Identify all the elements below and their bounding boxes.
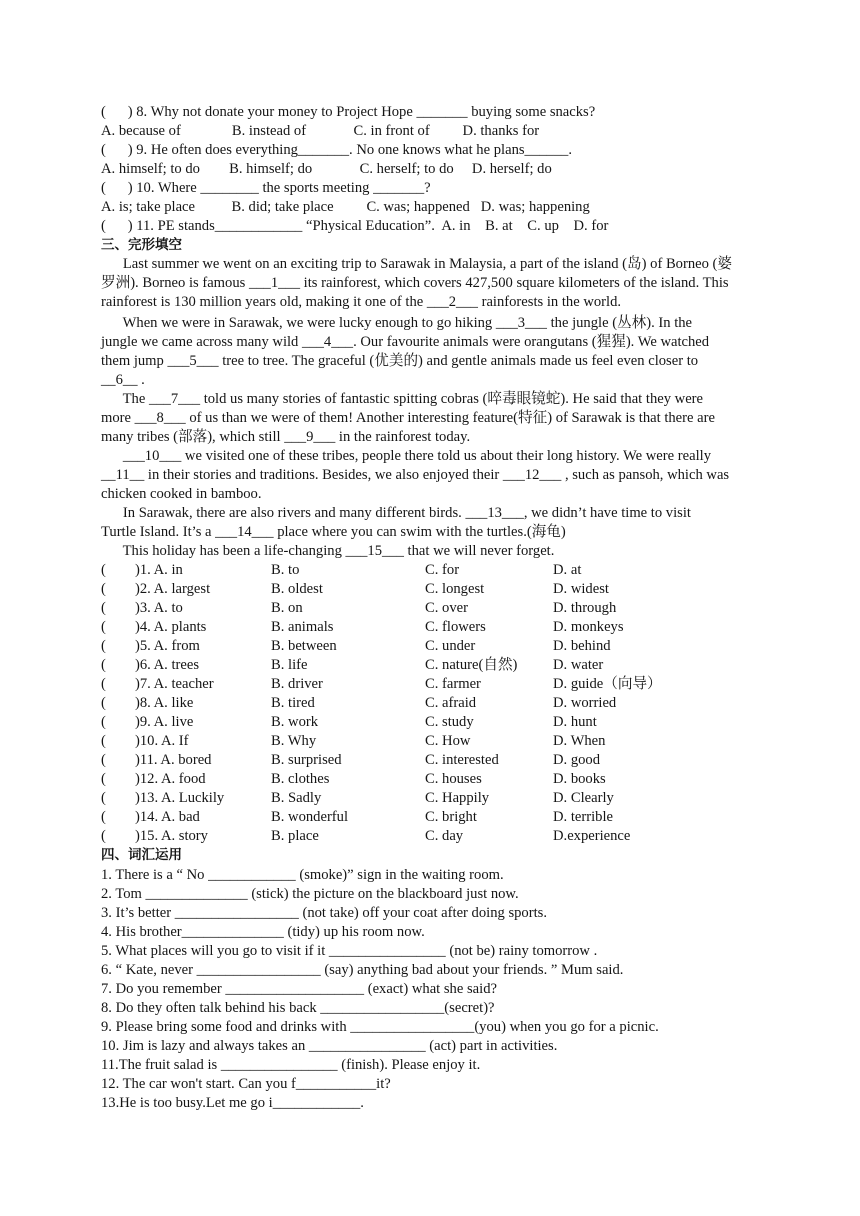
- cloze-line-5: jungle we came across many wild ___4___. Our favourite animals were orangutans (猩猩). We watched: [101, 334, 710, 350]
- option-d: D.experience: [553, 828, 631, 844]
- option-b: B. Sadly: [271, 790, 322, 806]
- option-row: [0, 770, 800, 789]
- option-row: [0, 675, 800, 694]
- option-a: )10. A. If: [135, 733, 189, 749]
- option-row: [0, 694, 800, 713]
- mc-question-8: ( ) 8. Why not donate your money to Project Hope _______ buying some snacks?: [101, 104, 596, 120]
- option-d: D. guide（向导）: [553, 676, 662, 692]
- cloze-line-2: 罗洲). Borneo is famous ___1___ its rainforest, which covers 427,500 square kilometers of the island. This: [101, 275, 729, 291]
- option-c: C. afraid: [425, 695, 477, 711]
- option-b: B. surprised: [271, 752, 342, 768]
- option-d: D. behind: [553, 638, 611, 654]
- option-a: )15. A. story: [135, 828, 208, 844]
- option-b: B. between: [271, 638, 337, 654]
- option-a: )2. A. largest: [135, 581, 211, 597]
- cloze-line-8: The ___7___ told us many stories of fantastic spitting cobras (啐毒眼镜蛇). He said that they were: [101, 391, 704, 407]
- option-c: C. study: [425, 714, 474, 730]
- mc-options-9: A. himself; to do B. himself; do C. herself; to do D. herself; do: [101, 161, 552, 177]
- answer-paren: (: [101, 771, 106, 787]
- option-a: )11. A. bored: [135, 752, 212, 768]
- cloze-line-9: more ___8___ of us than we were of them! Another interesting feature(特征) of Sarawak is that there are: [101, 410, 715, 426]
- option-b: B. on: [271, 600, 303, 616]
- answer-paren: (: [101, 752, 106, 768]
- option-row: [0, 656, 800, 675]
- cloze-line-16: This holiday has been a life-changing ___15___ that we will never forget.: [101, 543, 555, 559]
- option-d: D. worried: [553, 695, 617, 711]
- option-b: B. place: [271, 828, 319, 844]
- vocab-item-2: 2. Tom ______________ (stick) the picture on the blackboard just now.: [101, 886, 519, 902]
- cloze-line-14: In Sarawak, there are also rivers and many different birds. ___13___, we didn’t have time to visit: [101, 505, 691, 521]
- option-row: [0, 751, 800, 770]
- answer-paren: (: [101, 695, 106, 711]
- option-c: C. interested: [425, 752, 499, 768]
- option-d: D. monkeys: [553, 619, 624, 635]
- option-a: )5. A. from: [135, 638, 200, 654]
- option-d: D. books: [553, 771, 606, 787]
- answer-paren: (: [101, 676, 106, 692]
- answer-paren: (: [101, 638, 106, 654]
- option-d: D. through: [553, 600, 617, 616]
- vocab-item-9: 9. Please bring some food and drinks with _________________(you) when you go for a picnic.: [101, 1019, 659, 1035]
- mc-question-11: ( ) 11. PE stands____________ “Physical Education”. A. in B. at C. up D. for: [101, 218, 609, 234]
- option-a: )4. A. plants: [135, 619, 207, 635]
- option-c: C. How: [425, 733, 471, 749]
- cloze-line-13: chicken cooked in bamboo.: [101, 486, 262, 502]
- option-c: C. day: [425, 828, 464, 844]
- cloze-line-12: __11__ in their stories and traditions. Besides, we also enjoyed their ___12___ , such as pansoh, which was: [101, 467, 730, 483]
- cloze-line-3: rainforest is 130 million years old, making it one of the ___2___ rainforests in the world.: [101, 294, 622, 310]
- option-row: [0, 827, 800, 846]
- option-a: )8. A. like: [135, 695, 194, 711]
- cloze-line-11: ___10___ we visited one of these tribes, people there told us about their long history. We were really: [101, 448, 711, 464]
- option-c: C. Happily: [425, 790, 490, 806]
- option-row: [0, 580, 800, 599]
- option-c: C. for: [425, 562, 460, 578]
- mc-question-10: ( ) 10. Where ________ the sports meeting _______?: [101, 180, 431, 196]
- option-d: D. hunt: [553, 714, 597, 730]
- cloze-line-15: Turtle Island. It’s a ___14___ place where you can swim with the turtles.(海龟): [101, 524, 566, 540]
- vocab-item-3: 3. It’s better _________________ (not take) off your coat after doing sports.: [101, 905, 547, 921]
- option-d: D. widest: [553, 581, 609, 597]
- answer-paren: (: [101, 600, 106, 616]
- option-d: D. good: [553, 752, 601, 768]
- option-c: C. flowers: [425, 619, 486, 635]
- option-c: C. farmer: [425, 676, 481, 692]
- option-a: )12. A. food: [135, 771, 206, 787]
- option-row: [0, 637, 800, 656]
- option-d: D. terrible: [553, 809, 613, 825]
- option-d: D. When: [553, 733, 606, 749]
- answer-paren: (: [101, 562, 106, 578]
- option-b: B. work: [271, 714, 319, 730]
- vocab-item-13: 13.He is too busy.Let me go i____________.: [101, 1095, 364, 1111]
- answer-paren: (: [101, 714, 106, 730]
- vocab-item-11: 11.The fruit salad is ________________ (finish). Please enjoy it.: [101, 1057, 481, 1073]
- option-c: C. over: [425, 600, 468, 616]
- option-d: D. at: [553, 562, 582, 578]
- mc-options-10: A. is; take place B. did; take place C. was; happened D. was; happening: [101, 199, 590, 215]
- option-a: )9. A. live: [135, 714, 194, 730]
- option-d: D. water: [553, 657, 604, 673]
- vocab-item-12: 12. The car won't start. Can you f___________it?: [101, 1076, 391, 1092]
- answer-paren: (: [101, 619, 106, 635]
- vocab-item-7: 7. Do you remember ___________________ (exact) what she said?: [101, 981, 497, 997]
- option-row: [0, 789, 800, 808]
- option-c: C. under: [425, 638, 476, 654]
- option-b: B. life: [271, 657, 308, 673]
- answer-paren: (: [101, 657, 106, 673]
- vocab-item-8: 8. Do they often talk behind his back _________________(secret)?: [101, 1000, 495, 1016]
- cloze-line-1: Last summer we went on an exciting trip to Sarawak in Malaysia, a part of the island (岛) of Borneo (婆: [101, 256, 733, 272]
- option-row: [0, 618, 800, 637]
- vocab-item-6: 6. “ Kate, never _________________ (say) anything bad about your friends. ” Mum said.: [101, 962, 624, 978]
- option-c: C. nature(自然): [425, 657, 518, 673]
- option-a: )6. A. trees: [135, 657, 200, 673]
- mc-question-9: ( ) 9. He often does everything_______. No one knows what he plans______.: [101, 142, 572, 158]
- option-b: B. Why: [271, 733, 317, 749]
- option-b: B. oldest: [271, 581, 323, 597]
- option-d: D. Clearly: [553, 790, 614, 806]
- cloze-line-7: __6__ .: [101, 372, 145, 388]
- option-a: )3. A. to: [135, 600, 183, 616]
- option-c: C. longest: [425, 581, 485, 597]
- answer-paren: (: [101, 790, 106, 806]
- option-b: B. clothes: [271, 771, 330, 787]
- option-c: C. bright: [425, 809, 477, 825]
- vocab-item-5: 5. What places will you go to visit if it ________________ (not be) rainy tomorrow .: [101, 943, 598, 959]
- answer-paren: (: [101, 828, 106, 844]
- vocab-item-1: 1. There is a “ No ____________ (smoke)” sign in the waiting room.: [101, 867, 504, 883]
- option-a: )14. A. bad: [135, 809, 200, 825]
- mc-options-8: A. because of B. instead of C. in front of D. thanks for: [101, 123, 540, 139]
- option-a: )1. A. in: [135, 562, 183, 578]
- cloze-line-6: them jump ___5___ tree to tree. The graceful (优美的) and gentle animals made us feel even closer to: [101, 353, 699, 369]
- vocab-item-10: 10. Jim is lazy and always takes an ________________ (act) part in activities.: [101, 1038, 558, 1054]
- option-a: )13. A. Luckily: [135, 790, 225, 806]
- option-a: )7. A. teacher: [135, 676, 214, 692]
- vocab-section-heading: 四、词汇运用: [101, 847, 182, 863]
- option-row: [0, 599, 800, 618]
- option-row: [0, 561, 800, 580]
- option-b: B. wonderful: [271, 809, 349, 825]
- cloze-line-4: When we were in Sarawak, we were lucky enough to go hiking ___3___ the jungle (丛林). In the: [101, 315, 693, 331]
- option-c: C. houses: [425, 771, 482, 787]
- cloze-section-heading: 三、完形填空: [101, 237, 182, 253]
- option-row: [0, 808, 800, 827]
- vocab-item-4: 4. His brother______________ (tidy) up his room now.: [101, 924, 425, 940]
- option-row: [0, 732, 800, 751]
- answer-paren: (: [101, 809, 106, 825]
- answer-paren: (: [101, 733, 106, 749]
- answer-paren: (: [101, 581, 106, 597]
- cloze-line-10: many tribes (部落), which still ___9___ in the rainforest today.: [101, 429, 471, 445]
- option-b: B. tired: [271, 695, 315, 711]
- option-b: B. to: [271, 562, 300, 578]
- option-row: [0, 713, 800, 732]
- option-b: B. driver: [271, 676, 323, 692]
- option-b: B. animals: [271, 619, 334, 635]
